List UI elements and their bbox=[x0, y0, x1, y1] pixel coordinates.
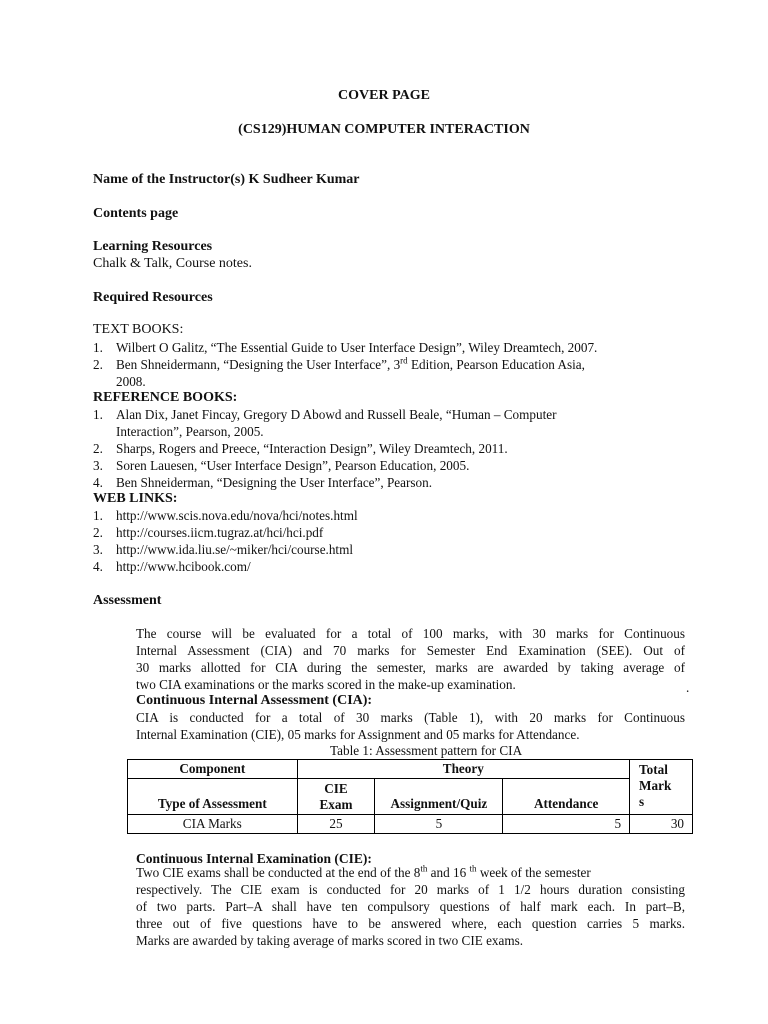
list-number: 4. bbox=[93, 559, 103, 574]
reference-book-item bbox=[0, 458, 768, 474]
cover-title: COVER PAGE bbox=[338, 88, 430, 103]
instructor-line: Name of the Instructor(s) K Sudheer Kumar bbox=[93, 172, 360, 187]
web-links-heading: WEB LINKS: bbox=[93, 491, 178, 506]
table-header-attendance: Attendance bbox=[503, 779, 630, 815]
table-header-total: Total Mark s bbox=[630, 760, 693, 815]
web-link-item[interactable] bbox=[0, 559, 768, 575]
cie-para-line: of two parts. Part–A shall have ten compulsory questions of half mark each. In part–B, bbox=[136, 899, 685, 914]
text-book-item bbox=[0, 340, 768, 356]
table-caption: Table 1: Assessment pattern for CIA bbox=[330, 743, 523, 758]
table-header-theory: Theory bbox=[297, 760, 629, 779]
cie-para-line: respectively. The CIE exam is conducted for 20 marks of 1 1/2 hours duration consisting bbox=[136, 882, 685, 897]
table-cell-assignment: 5 bbox=[375, 815, 503, 834]
course-title: (CS129)HUMAN COMPUTER INTERACTION bbox=[238, 122, 530, 137]
web-link[interactable]: http://www.scis.nova.edu/nova/hci/notes.html bbox=[116, 508, 358, 523]
table-row bbox=[128, 815, 693, 834]
list-number: 2. bbox=[93, 357, 103, 372]
reference-books-heading: REFERENCE BOOKS: bbox=[93, 390, 238, 405]
list-text: Ben Shneidermann, “Designing the User Interface”, 3rd Edition, Pearson Education Asia, bbox=[116, 355, 585, 372]
web-link[interactable]: http://courses.iicm.tugraz.at/hci/hci.pdf bbox=[116, 525, 324, 540]
cia-para-line: Internal Examination (CIE), 05 marks for Assignment and 05 marks for Attendance. bbox=[136, 727, 580, 742]
list-text-cont: 2008. bbox=[116, 374, 146, 389]
table-header-component: Component bbox=[128, 760, 298, 779]
assessment-para-line: 30 marks allotted for CIA during the semester, marks are awarded by taking average of bbox=[136, 660, 685, 675]
assessment-para-line: The course will be evaluated for a total of 100 marks, with 30 marks for Continuous bbox=[136, 626, 685, 641]
list-number: 2. bbox=[93, 441, 103, 456]
list-text: Wilbert O Galitz, “The Essential Guide to User Interface Design”, Wiley Dreamtech, 2007. bbox=[116, 340, 598, 355]
table-cell-label: CIA Marks bbox=[128, 815, 298, 834]
cie-para-line: Marks are awarded by taking average of marks scored in two CIE exams. bbox=[136, 933, 524, 948]
reference-book-item bbox=[0, 475, 768, 491]
web-link[interactable]: http://www.hcibook.com/ bbox=[116, 559, 251, 574]
list-number: 1. bbox=[93, 407, 103, 422]
text-books-heading: TEXT BOOKS: bbox=[93, 322, 184, 337]
table-cell-total: 30 bbox=[630, 815, 693, 834]
list-number: 2. bbox=[93, 525, 103, 540]
assessment-para-line: Internal Assessment (CIA) and 70 marks for Semester End Examination (SEE). Out of bbox=[136, 643, 685, 658]
learning-resources-text: Chalk & Talk, Course notes. bbox=[93, 256, 252, 271]
stray-mark: . bbox=[686, 680, 690, 695]
table-header-cie-exam: CIE Exam bbox=[297, 779, 375, 815]
assessment-heading: Assessment bbox=[93, 593, 162, 608]
list-text: Sharps, Rogers and Preece, “Interaction Design”, Wiley Dreamtech, 2011. bbox=[116, 441, 508, 456]
list-text: Soren Lauesen, “User Interface Design”, Pearson Education, 2005. bbox=[116, 458, 470, 473]
table-header-type: Type of Assessment bbox=[128, 779, 298, 815]
list-number: 4. bbox=[93, 475, 103, 490]
web-link-item[interactable] bbox=[0, 542, 768, 558]
table-cell-cie: 25 bbox=[297, 815, 375, 834]
list-number: 3. bbox=[93, 458, 103, 473]
table-cell-attendance: 5 bbox=[503, 815, 630, 834]
cie-para-line: three out of five questions have to be answered where, each question carries 5 marks. bbox=[136, 916, 685, 931]
list-number: 3. bbox=[93, 542, 103, 557]
cia-heading: Continuous Internal Assessment (CIA): bbox=[136, 693, 373, 708]
assessment-table bbox=[127, 759, 693, 834]
cie-heading: Continuous Internal Examination (CIE): bbox=[136, 851, 372, 866]
cia-para-line: CIA is conducted for a total of 30 marks (Table 1), with 20 marks for Continuous bbox=[136, 710, 685, 725]
list-text-cont: Interaction”, Pearson, 2005. bbox=[116, 424, 264, 439]
assessment-para-line: two CIA examinations or the marks scored in the make-up examination. bbox=[136, 677, 516, 692]
list-number: 1. bbox=[93, 340, 103, 355]
web-link-item[interactable] bbox=[0, 525, 768, 541]
required-resources-heading: Required Resources bbox=[93, 290, 213, 305]
table-header-assignment: Assignment/Quiz bbox=[375, 779, 503, 815]
list-number: 1. bbox=[93, 508, 103, 523]
list-text: Ben Shneiderman, “Designing the User Interface”, Pearson. bbox=[116, 475, 433, 490]
list-text: Alan Dix, Janet Fincay, Gregory D Abowd and Russell Beale, “Human – Computer bbox=[116, 407, 557, 422]
contents-heading: Contents page bbox=[93, 206, 179, 221]
cie-para-line: Two CIE exams shall be conducted at the end of the 8th and 16 $^{th}$ week of the semester bbox=[136, 863, 591, 880]
text-book-item bbox=[0, 357, 768, 391]
web-link[interactable]: http://www.ida.liu.se/~miker/hci/course.html bbox=[116, 542, 354, 557]
web-link-item[interactable] bbox=[0, 508, 768, 524]
reference-book-item bbox=[0, 407, 768, 441]
reference-book-item bbox=[0, 441, 768, 457]
learning-resources-heading: Learning Resources bbox=[93, 239, 213, 254]
